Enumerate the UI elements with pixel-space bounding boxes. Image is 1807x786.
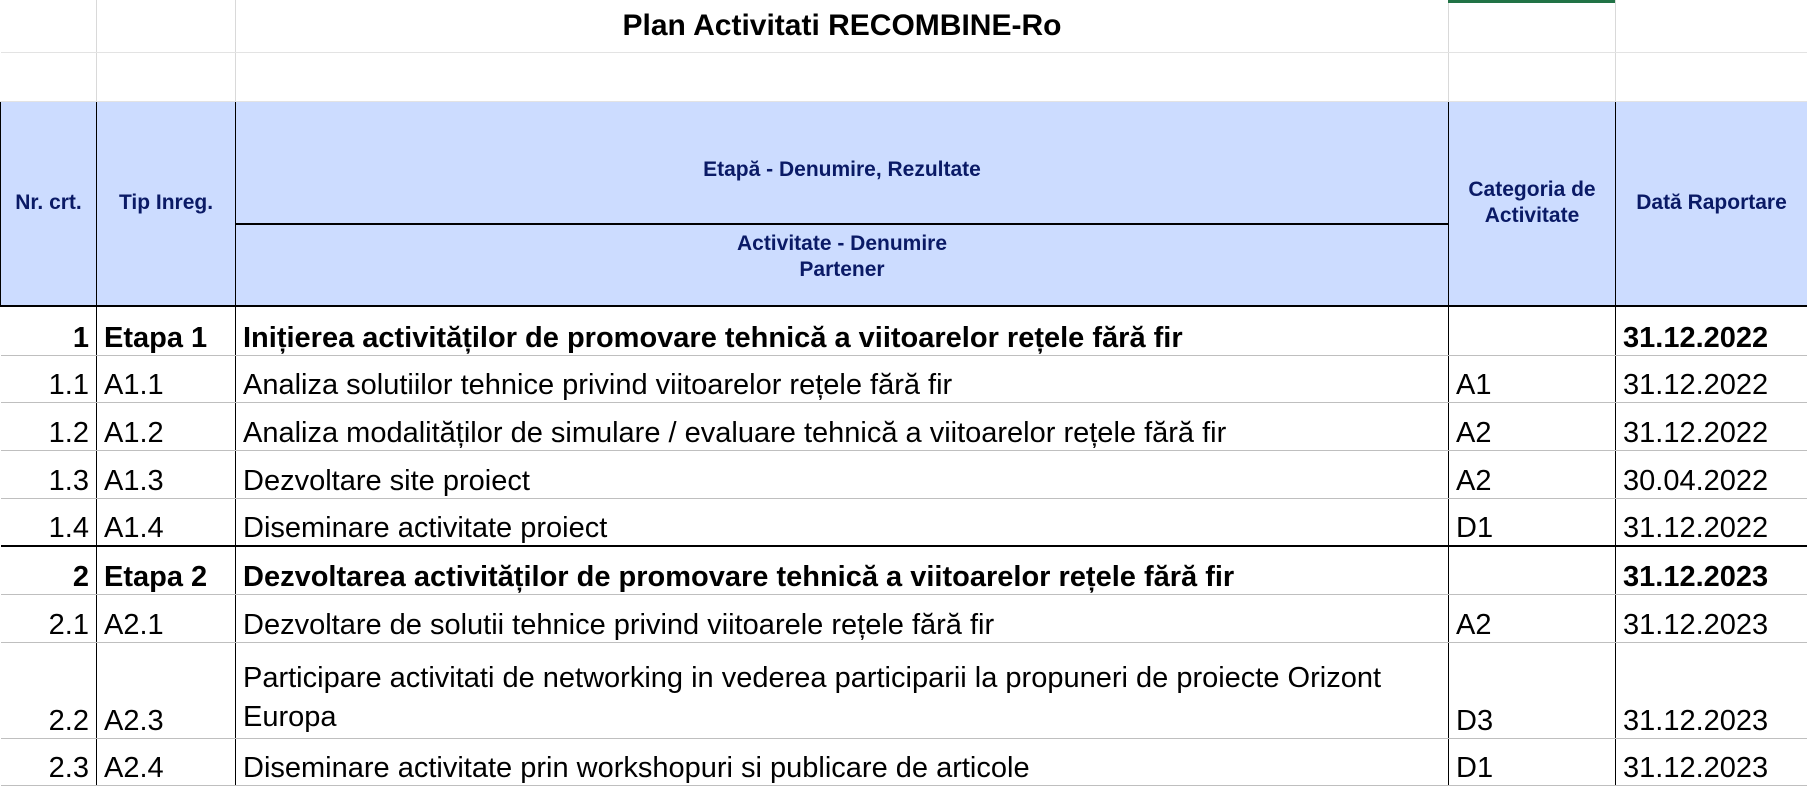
page-title[interactable]: Plan Activitati RECOMBINE-Ro: [236, 0, 1449, 52]
table-row: [1, 546, 1807, 594]
table-row: [1, 738, 1807, 785]
cell-nr[interactable]: 1.1: [1, 355, 97, 402]
cell-data[interactable]: 30.04.2022: [1616, 450, 1807, 498]
cell-denumire[interactable]: Inițierea activităților de promovare tehnică a viitoarelor rețele fără fir: [236, 306, 1449, 355]
cell-tip[interactable]: A1.3: [97, 450, 236, 498]
table-row: [1, 450, 1807, 498]
cell-data[interactable]: 31.12.2022: [1616, 355, 1807, 402]
spacer-row: [1, 52, 1807, 101]
header-denumire[interactable]: [236, 101, 1449, 306]
grid-cell[interactable]: [1, 52, 97, 101]
header-partener: Partener: [799, 257, 884, 283]
title-row: [1, 0, 1807, 52]
grid-cell[interactable]: [1616, 52, 1807, 101]
table-row: [1, 306, 1807, 355]
cell-nr[interactable]: 1.2: [1, 402, 97, 450]
cell-denumire[interactable]: Participare activitati de networking in vederea participarii la propuneri de proiecte Orizont Europa: [236, 642, 1449, 738]
cell-tip[interactable]: A2.4: [97, 738, 236, 785]
cell-tip[interactable]: Etapa 1: [97, 306, 236, 355]
header-row: [1, 101, 1807, 306]
cell-nr[interactable]: 2.1: [1, 594, 97, 642]
cell-denumire[interactable]: Diseminare activitate prin workshopuri si publicare de articole: [236, 738, 1449, 785]
grid-cell[interactable]: [1, 0, 97, 52]
cell-tip[interactable]: A1.1: [97, 355, 236, 402]
selected-column-indicator: [1448, 0, 1615, 3]
cell-tip[interactable]: A1.2: [97, 402, 236, 450]
cell-nr[interactable]: 2: [1, 546, 97, 594]
cell-denumire[interactable]: Analiza solutiilor tehnice privind viitoarelor rețele fără fir: [236, 355, 1449, 402]
grid-cell[interactable]: [1616, 0, 1807, 52]
cell-data[interactable]: 31.12.2022: [1616, 402, 1807, 450]
cell-nr[interactable]: 1.4: [1, 498, 97, 546]
header-categoria[interactable]: Categoria de Activitate: [1449, 101, 1616, 306]
table-row: [1, 594, 1807, 642]
cell-nr[interactable]: 1: [1, 306, 97, 355]
header-etapa-denumire: Etapă - Denumire, Rezultate: [236, 117, 1448, 225]
cell-categorie[interactable]: D1: [1449, 498, 1616, 546]
cell-data[interactable]: 31.12.2023: [1616, 738, 1807, 785]
cell-categorie[interactable]: A1: [1449, 355, 1616, 402]
cell-denumire[interactable]: Dezvoltare site proiect: [236, 450, 1449, 498]
cell-tip[interactable]: A2.3: [97, 642, 236, 738]
cell-data[interactable]: 31.12.2022: [1616, 306, 1807, 355]
cell-categorie[interactable]: D1: [1449, 738, 1616, 785]
grid-cell[interactable]: [97, 0, 236, 52]
cell-nr[interactable]: 1.3: [1, 450, 97, 498]
header-tip-inreg[interactable]: Tip Inreg.: [97, 101, 236, 306]
cell-categorie[interactable]: A2: [1449, 594, 1616, 642]
cell-tip[interactable]: A2.1: [97, 594, 236, 642]
cell-nr[interactable]: 2.3: [1, 738, 97, 785]
cell-tip[interactable]: A1.4: [97, 498, 236, 546]
table-row: [1, 402, 1807, 450]
cell-denumire[interactable]: Analiza modalităților de simulare / evaluare tehnică a viitoarelor rețele fără fir: [236, 402, 1449, 450]
cell-denumire[interactable]: Diseminare activitate proiect: [236, 498, 1449, 546]
grid-cell[interactable]: [97, 52, 236, 101]
cell-denumire[interactable]: Dezvoltarea activităților de promovare tehnică a viitoarelor rețele fără fir: [236, 546, 1449, 594]
cell-categorie[interactable]: A2: [1449, 450, 1616, 498]
cell-nr[interactable]: 2.2: [1, 642, 97, 738]
cell-tip[interactable]: Etapa 2: [97, 546, 236, 594]
grid-cell[interactable]: [1449, 0, 1616, 52]
cell-data[interactable]: 31.12.2022: [1616, 498, 1807, 546]
header-activitate-denumire: Activitate - Denumire: [737, 231, 947, 257]
table-row: [1, 355, 1807, 402]
cell-categorie[interactable]: [1449, 546, 1616, 594]
table-row: [1, 498, 1807, 546]
table-row: [1, 642, 1807, 738]
grid-cell[interactable]: [1449, 52, 1616, 101]
cell-categorie[interactable]: D3: [1449, 642, 1616, 738]
header-nr-crt[interactable]: Nr. crt.: [1, 101, 97, 306]
cell-data[interactable]: 31.12.2023: [1616, 642, 1807, 738]
cell-data[interactable]: 31.12.2023: [1616, 594, 1807, 642]
cell-categorie[interactable]: [1449, 306, 1616, 355]
header-data-raportare[interactable]: Dată Raportare: [1616, 101, 1807, 306]
cell-categorie[interactable]: A2: [1449, 402, 1616, 450]
cell-data[interactable]: 31.12.2023: [1616, 546, 1807, 594]
grid-cell[interactable]: [236, 52, 1449, 101]
cell-denumire[interactable]: Dezvoltare de solutii tehnice privind viitoarele rețele fără fir: [236, 594, 1449, 642]
